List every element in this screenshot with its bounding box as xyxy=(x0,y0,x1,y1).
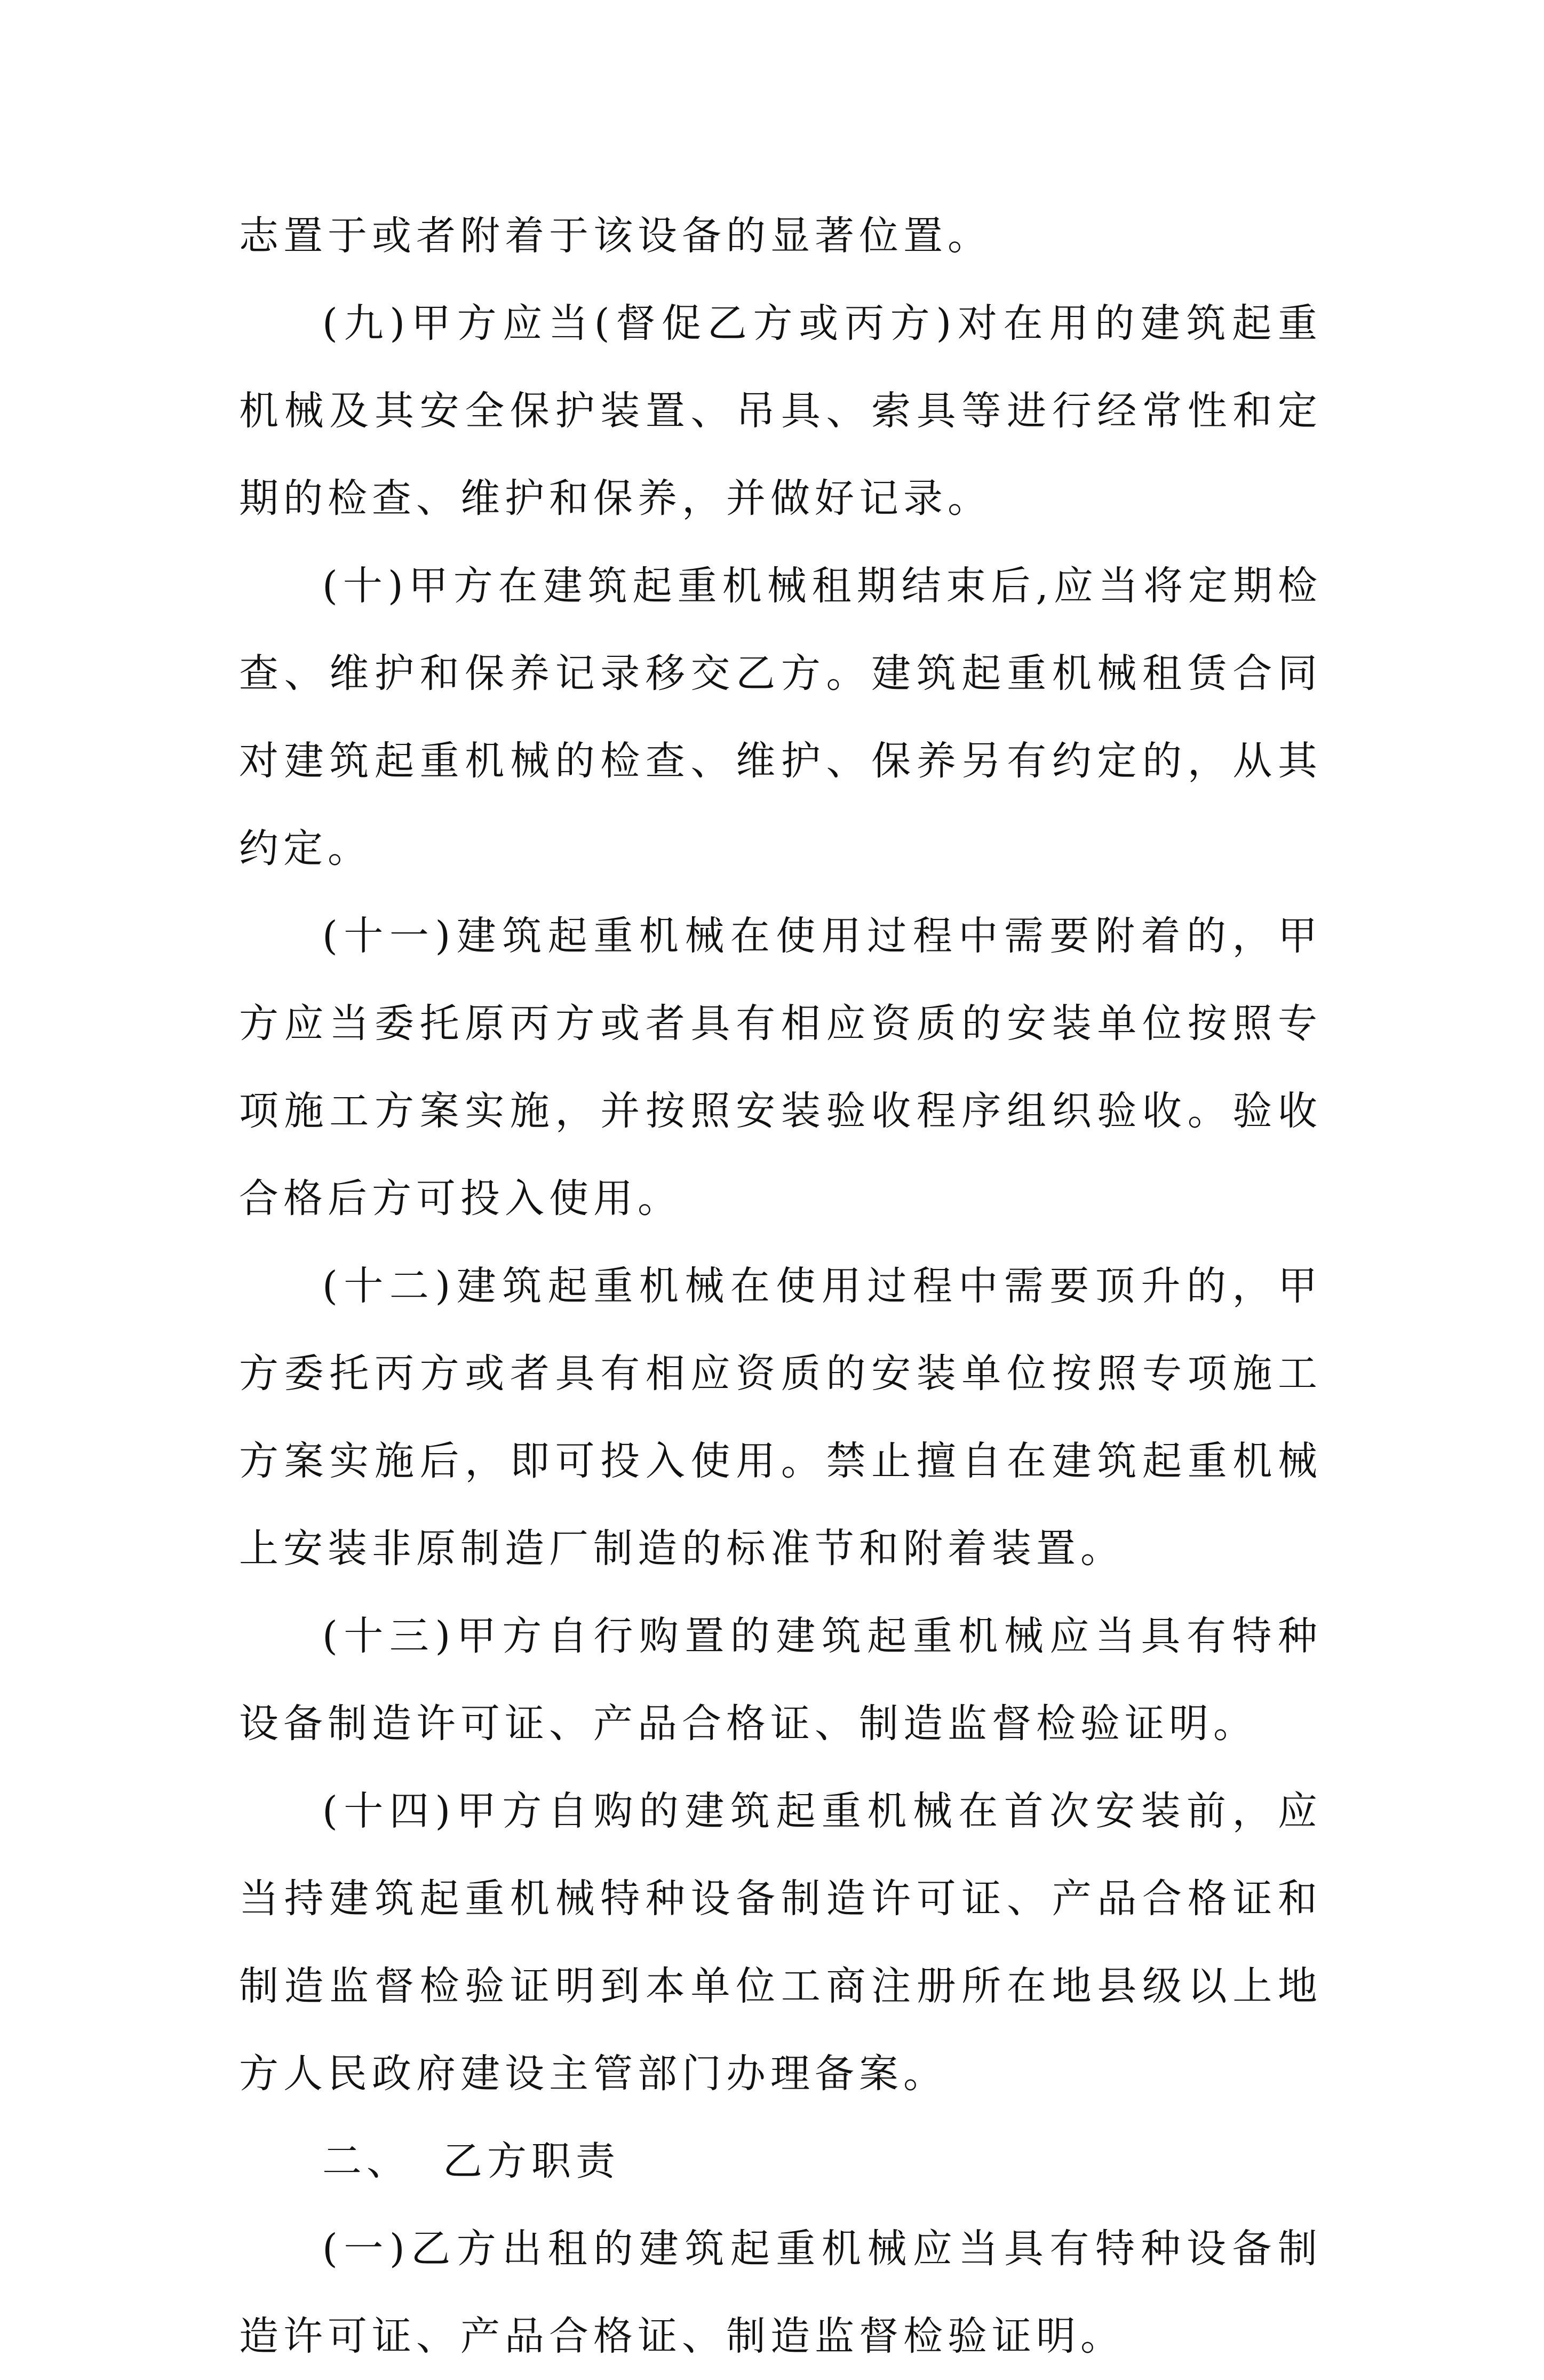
paragraph-b-item-1: (一)乙方出租的建筑起重机械应当具有特种设备制造许可证、产品合格证、制造监督检验证明。 xyxy=(239,2226,1322,2359)
section-heading xyxy=(239,2117,1322,2205)
paragraph-item-13: (十三)甲方自行购置的建筑起重机械应当具有特种设备制造许可证、产品合格证、制造监督检验证明。 xyxy=(239,1613,1322,1747)
paragraph-item-11: (十一)建筑起重机械在使用过程中需要附着的，甲方应当委托原丙方或者具有相应资质的安装单位按照专项施工方案实施，并按照安装验收程序组织验收。验收合格后方可投入使用。 xyxy=(239,913,1322,1221)
document-body xyxy=(239,192,1322,2380)
section-title: 乙方职责 xyxy=(443,2138,620,2184)
paragraph-item-9: (九)甲方应当(督促乙方或丙方)对在用的建筑起重机械及其安全保护装置、吊具、索具等进行经常性和定期的检查、维护和保养，并做好记录。 xyxy=(239,300,1322,521)
paragraph-item-14: (十四)甲方自购的建筑起重机械在首次安装前，应当持建筑起重机械特种设备制造许可证、产品合格证和制造监督检验证明到本单位工商注册所在地县级以上地方人民政府建设主管部门办理备案。 xyxy=(239,1788,1322,2097)
paragraph-item-10: (十)甲方在建筑起重机械租期结束后,应当将定期检查、维护和保养记录移交乙方。建筑起重机械租赁合同对建筑起重机械的检查、维护、保养另有约定的，从其约定。 xyxy=(239,563,1322,871)
paragraph-continuation: 志置于或者附着于该设备的显著位置。 xyxy=(239,213,992,259)
section-number: 二、 xyxy=(322,2138,411,2184)
paragraph-item-12: (十二)建筑起重机械在使用过程中需要顶升的，甲方委托丙方或者具有相应资质的安装单位按照专项施工方案实施后，即可投入使用。禁止擅自在建筑起重机械上安装非原制造厂制造的标准节和附着装置。 xyxy=(239,1263,1322,1572)
